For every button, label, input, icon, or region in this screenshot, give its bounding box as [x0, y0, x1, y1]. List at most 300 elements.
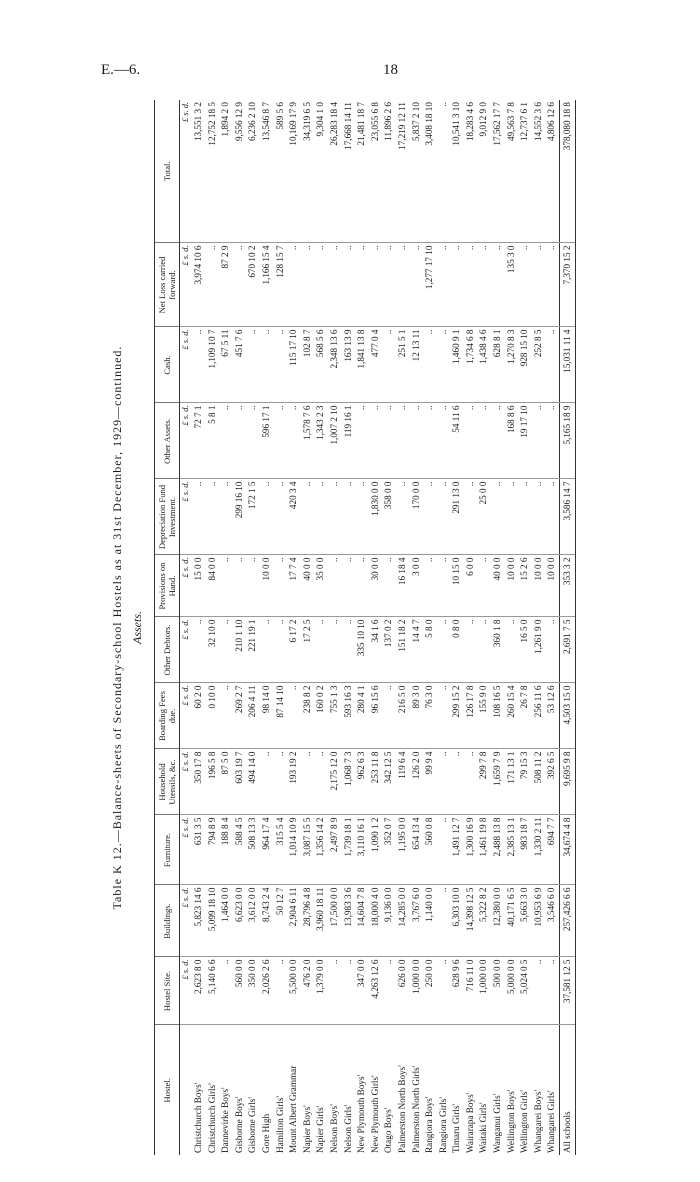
value-cell: 1,739 18 1 — [342, 815, 356, 885]
value-cell: 8,743 2 4 — [260, 885, 274, 957]
value-cell: .. — [437, 957, 451, 1025]
value-cell: .. — [260, 479, 274, 555]
value-cell: 500 0 0 — [491, 957, 505, 1025]
value-cell: .. — [260, 617, 274, 683]
value-cell: 716 11 0 — [464, 957, 478, 1025]
value-cell: .. — [287, 403, 301, 479]
value-cell: 49,563 7 8 — [505, 100, 519, 243]
value-cell: 1,277 17 10 — [423, 243, 437, 327]
value-cell: .. — [477, 243, 491, 327]
table-row — [423, 100, 437, 1155]
value-cell: 9,012 9 0 — [477, 100, 491, 243]
value-cell: .. — [423, 327, 437, 403]
value-cell: 6,303 10 0 — [450, 885, 464, 957]
unit-cell: £ s. d. — [180, 555, 193, 617]
rotated-table-area — [110, 100, 700, 1155]
value-cell: 5,823 14 6 — [192, 885, 206, 957]
value-cell: 256 11 6 — [532, 683, 546, 749]
unit-cell: £ s. d. — [180, 617, 193, 683]
value-cell: .. — [477, 403, 491, 479]
value-cell: .. — [505, 617, 519, 683]
value-cell: 5,663 3 0 — [518, 885, 532, 957]
value-cell: 6,236 2 10 — [246, 100, 260, 243]
column-header: Hostel Site. — [155, 957, 180, 1025]
value-cell: .. — [314, 749, 328, 815]
table-row — [545, 100, 559, 1155]
value-cell: 14,398 12 5 — [464, 885, 478, 957]
value-cell: 1,464 0 0 — [219, 885, 233, 957]
value-cell: .. — [396, 243, 410, 327]
value-cell: 794 8 9 — [206, 815, 220, 885]
value-cell: 2,348 13 6 — [328, 327, 342, 403]
hostel-name-cell: Wellington Boys' — [505, 1089, 516, 1153]
value-cell: 1,270 8 3 — [505, 327, 519, 403]
total-value-cell: 7,370 15 2 — [560, 243, 576, 327]
hostel-name-cell: Rangiora Boys' — [424, 1096, 435, 1153]
hostel-name-cell: Waitaki Girls' — [478, 1102, 489, 1153]
value-cell: .. — [518, 243, 532, 327]
value-cell: 476 2 0 — [301, 957, 315, 1025]
value-cell: 10 15 0 — [450, 555, 464, 617]
value-cell: 10,953 6 9 — [532, 885, 546, 957]
value-cell: 352 0 7 — [382, 815, 396, 885]
value-cell: 1,491 12 7 — [450, 815, 464, 885]
value-cell: 420 3 4 — [287, 479, 301, 555]
value-cell: 5,099 18 10 — [206, 885, 220, 957]
value-cell: 14 4 7 — [410, 617, 424, 683]
value-cell: 299 15 2 — [450, 683, 464, 749]
value-cell: 5 8 0 — [423, 617, 437, 683]
total-value-cell: 2,691 7 5 — [560, 617, 576, 683]
value-cell: .. — [192, 479, 206, 555]
value-cell: 928 15 10 — [518, 327, 532, 403]
value-cell: 216 5 0 — [396, 683, 410, 749]
column-header: Hostel. — [155, 1025, 180, 1155]
value-cell: 3,087 15 5 — [301, 815, 315, 885]
value-cell: 115 17 10 — [287, 327, 301, 403]
value-cell: 603 19 7 — [233, 749, 247, 815]
value-cell: 17 7 4 — [287, 555, 301, 617]
value-cell: 299 16 10 — [233, 479, 247, 555]
value-cell: .. — [233, 555, 247, 617]
table-row — [342, 100, 356, 1155]
value-cell: .. — [192, 617, 206, 683]
hostel-name-cell: Palmerston North Girls' — [410, 1065, 421, 1153]
value-cell: 13,546 8 7 — [260, 100, 274, 243]
table-row — [314, 100, 328, 1155]
value-cell: 98 14 0 — [260, 683, 274, 749]
value-cell: 2,623 8 0 — [192, 957, 206, 1025]
hostel-name-cell: Wellington Girls' — [519, 1090, 530, 1153]
hostel-name-cell: Whangarei Girls' — [546, 1090, 557, 1153]
value-cell: .. — [437, 555, 451, 617]
value-cell: 5,322 8 2 — [477, 885, 491, 957]
value-cell: 5,837 2 10 — [410, 100, 424, 243]
table-header — [155, 100, 180, 1155]
value-cell: 163 13 9 — [342, 327, 356, 403]
value-cell: 137 0 2 — [382, 617, 396, 683]
unit-cell: £ s. d. — [180, 749, 193, 815]
value-cell: .. — [219, 617, 233, 683]
value-cell: 670 10 2 — [246, 243, 260, 327]
value-cell: 0 8 0 — [450, 617, 464, 683]
value-cell: 168 8 6 — [505, 403, 519, 479]
column-header: Cash. — [155, 327, 180, 403]
value-cell: 5 8 1 — [206, 403, 220, 479]
value-cell: 32 10 0 — [206, 617, 220, 683]
value-cell: 1,300 16 9 — [464, 815, 478, 885]
value-cell: 6 0 0 — [464, 555, 478, 617]
table-row — [274, 100, 288, 1155]
value-cell: 494 14 0 — [246, 749, 260, 815]
value-cell: 628 9 6 — [450, 957, 464, 1025]
column-header: Buildings. — [155, 885, 180, 957]
total-value-cell: 4,503 15 0 — [560, 683, 576, 749]
column-header: Household Utensils, &c. — [155, 749, 180, 815]
value-cell: 10,541 3 10 — [450, 100, 464, 243]
value-cell: 193 19 2 — [287, 749, 301, 815]
hostel-name-cell: Nelson Boys' — [328, 1104, 339, 1153]
value-cell: 593 16 3 — [342, 683, 356, 749]
value-cell: .. — [260, 327, 274, 403]
value-cell: 119 16 1 — [342, 403, 356, 479]
value-cell: .. — [423, 555, 437, 617]
value-cell: 126 17 8 — [464, 683, 478, 749]
table-row — [301, 100, 315, 1155]
value-cell: 6 17 2 — [287, 617, 301, 683]
value-cell: 1,014 10 9 — [287, 815, 301, 885]
value-cell: .. — [301, 243, 315, 327]
value-cell: 151 18 2 — [396, 617, 410, 683]
value-cell: .. — [491, 243, 505, 327]
value-cell: .. — [301, 479, 315, 555]
value-cell: 79 15 3 — [518, 749, 532, 815]
value-cell: .. — [328, 243, 342, 327]
value-cell: .. — [219, 555, 233, 617]
hostel-name-cell: Christchurch Girls' — [206, 1083, 217, 1153]
value-cell: .. — [477, 617, 491, 683]
value-cell: 50 12 7 — [274, 885, 288, 957]
value-cell: 76 3 0 — [423, 683, 437, 749]
value-cell: 1,109 10 7 — [206, 327, 220, 403]
value-cell: 1,734 6 8 — [464, 327, 478, 403]
value-cell: 14,552 3 6 — [532, 100, 546, 243]
value-cell: .. — [314, 243, 328, 327]
value-cell: 2,385 13 1 — [505, 815, 519, 885]
value-cell: .. — [382, 327, 396, 403]
value-cell: .. — [450, 243, 464, 327]
value-cell: 40,171 6 5 — [505, 885, 519, 957]
value-cell: .. — [382, 555, 396, 617]
value-cell: 89 3 0 — [410, 683, 424, 749]
value-cell: 1,007 2 10 — [328, 403, 342, 479]
value-cell: 155 9 0 — [477, 683, 491, 749]
table-row — [355, 100, 369, 1155]
value-cell: .. — [545, 957, 559, 1025]
value-cell: 3,974 10 6 — [192, 243, 206, 327]
value-cell: 269 2 7 — [233, 683, 247, 749]
value-cell: .. — [246, 555, 260, 617]
hostel-name-cell: Hamilton Girls' — [274, 1095, 285, 1153]
unit-cell: £ s. d. — [180, 683, 193, 749]
value-cell: 40 0 0 — [491, 555, 505, 617]
column-header: Furniture. — [155, 815, 180, 885]
value-cell: .. — [314, 479, 328, 555]
value-cell: .. — [437, 479, 451, 555]
value-cell: 1,330 2 11 — [532, 815, 546, 885]
value-cell: 10 0 0 — [505, 555, 519, 617]
value-cell: .. — [518, 479, 532, 555]
value-cell: 4,806 12 6 — [545, 100, 559, 243]
value-cell: 25 0 0 — [477, 479, 491, 555]
unit-cell: £ s. d. — [180, 403, 193, 479]
value-cell: 40 0 0 — [301, 555, 315, 617]
value-cell: 4,263 12 6 — [369, 957, 383, 1025]
value-cell: 694 7 7 — [545, 815, 559, 885]
value-cell: .. — [423, 403, 437, 479]
value-cell: 28,796 4 8 — [301, 885, 315, 957]
value-cell: .. — [206, 479, 220, 555]
value-cell: 3,408 18 10 — [423, 100, 437, 243]
value-cell: .. — [491, 403, 505, 479]
value-cell: 30 0 0 — [369, 555, 383, 617]
value-cell: 87 14 10 — [274, 683, 288, 749]
page-label: E.—6. — [101, 62, 141, 78]
hostel-name-cell: Nelson Girls' — [342, 1104, 353, 1153]
value-cell: 3,960 18 11 — [314, 885, 328, 957]
value-cell: 35 0 0 — [314, 555, 328, 617]
value-cell: 54 11 6 — [450, 403, 464, 479]
value-cell: 19 17 10 — [518, 403, 532, 479]
value-cell: 9,136 0 0 — [382, 885, 396, 957]
value-cell: 1,261 9 0 — [532, 617, 546, 683]
value-cell: .. — [355, 243, 369, 327]
value-cell: 128 15 7 — [274, 243, 288, 327]
value-cell: 206 4 11 — [246, 683, 260, 749]
value-cell: 11,896 2 6 — [382, 100, 396, 243]
value-cell: .. — [464, 749, 478, 815]
value-cell: 10 0 0 — [532, 555, 546, 617]
value-cell: .. — [437, 100, 451, 243]
value-cell: .. — [328, 479, 342, 555]
total-value-cell: 15,031 11 4 — [560, 327, 576, 403]
value-cell: 119 6 4 — [396, 749, 410, 815]
value-cell: 10 0 0 — [260, 555, 274, 617]
value-cell: 250 0 0 — [423, 957, 437, 1025]
value-cell: .. — [437, 885, 451, 957]
value-cell: 17,668 14 11 — [342, 100, 356, 243]
table-row — [437, 100, 451, 1155]
value-cell: .. — [287, 243, 301, 327]
value-cell: 358 0 0 — [382, 479, 396, 555]
value-cell: .. — [342, 555, 356, 617]
value-cell: 350 0 0 — [246, 957, 260, 1025]
value-cell: .. — [328, 555, 342, 617]
table-subtitle: Assets. — [130, 611, 144, 644]
value-cell: .. — [491, 479, 505, 555]
value-cell: 0 10 0 — [206, 683, 220, 749]
value-cell: .. — [437, 243, 451, 327]
value-cell: .. — [423, 479, 437, 555]
value-cell: 188 8 4 — [219, 815, 233, 885]
hostel-name-cell: Wairarapa Boys' — [464, 1092, 475, 1153]
value-cell: 238 8 2 — [301, 683, 315, 749]
value-cell: 9,304 1 0 — [314, 100, 328, 243]
table-row — [464, 100, 478, 1155]
table-row — [233, 100, 247, 1155]
value-cell: 335 10 10 — [355, 617, 369, 683]
value-cell: 15 0 0 — [192, 555, 206, 617]
table-row — [410, 100, 424, 1155]
value-cell: 108 16 5 — [491, 683, 505, 749]
value-cell: 350 17 8 — [192, 749, 206, 815]
table-row — [518, 100, 532, 1155]
value-cell: 964 17 4 — [260, 815, 274, 885]
value-cell: 18,283 4 6 — [464, 100, 478, 243]
hostel-name-cell: Gore High — [260, 1113, 271, 1153]
value-cell: .. — [328, 957, 342, 1025]
value-cell: 17,500 0 0 — [328, 885, 342, 957]
value-cell: .. — [233, 403, 247, 479]
value-cell: 12,737 6 1 — [518, 100, 532, 243]
hostel-name-cell: Whangarei Boys' — [532, 1089, 543, 1153]
value-cell: 280 4 1 — [355, 683, 369, 749]
value-cell: .. — [545, 243, 559, 327]
hostel-name-cell: Palmerston North Boys' — [396, 1065, 407, 1153]
value-cell: .. — [437, 403, 451, 479]
value-cell: 1,343 2 3 — [314, 403, 328, 479]
value-cell: .. — [342, 479, 356, 555]
value-cell: 172 1 5 — [246, 479, 260, 555]
value-cell: 2,488 13 8 — [491, 815, 505, 885]
value-cell: 568 5 6 — [314, 327, 328, 403]
value-cell: .. — [314, 617, 328, 683]
table-row — [219, 100, 233, 1155]
table-row — [382, 100, 396, 1155]
value-cell: 347 0 0 — [355, 957, 369, 1025]
unit-cell — [180, 1025, 193, 1155]
value-cell: 3,612 0 0 — [246, 885, 260, 957]
table-row — [369, 100, 383, 1155]
value-cell: .. — [532, 243, 546, 327]
value-cell: 631 3 5 — [192, 815, 206, 885]
unit-cell: £ s. d. — [180, 479, 193, 555]
value-cell: 21,481 18 7 — [355, 100, 369, 243]
value-cell: .. — [219, 403, 233, 479]
value-cell: 72 7 1 — [192, 403, 206, 479]
value-cell: 1,068 7 3 — [342, 749, 356, 815]
value-cell: .. — [382, 683, 396, 749]
value-cell: .. — [355, 403, 369, 479]
table-body — [180, 100, 576, 1155]
value-cell: .. — [274, 479, 288, 555]
value-cell: 477 0 4 — [369, 327, 383, 403]
value-cell: .. — [274, 957, 288, 1025]
value-cell: .. — [342, 617, 356, 683]
value-cell: .. — [477, 555, 491, 617]
value-cell: .. — [246, 403, 260, 479]
column-header-row — [155, 100, 180, 1155]
total-value-cell: 34,674 4 8 — [560, 815, 576, 885]
value-cell: 26 7 8 — [518, 683, 532, 749]
value-cell: 588 4 5 — [233, 815, 247, 885]
table-row — [206, 100, 220, 1155]
column-header: Boarding Fees due. — [155, 683, 180, 749]
value-cell: .. — [464, 403, 478, 479]
value-cell: 13,551 3 2 — [192, 100, 206, 243]
value-cell: .. — [382, 957, 396, 1025]
total-value-cell: 257,426 6 6 — [560, 885, 576, 957]
value-cell: 23,055 6 8 — [369, 100, 383, 243]
value-cell: 1,460 9 1 — [450, 327, 464, 403]
hostel-name-cell: New Plymouth Girls' — [369, 1075, 380, 1153]
hostel-name-cell: Wanganui Girls' — [492, 1093, 503, 1153]
value-cell: .. — [396, 403, 410, 479]
value-cell: 1,000 0 0 — [410, 957, 424, 1025]
column-header: Net Loss carried forward. — [155, 243, 180, 327]
value-cell: 126 2 0 — [410, 749, 424, 815]
value-cell: .. — [274, 403, 288, 479]
value-cell: .. — [464, 243, 478, 327]
value-cell: 221 19 1 — [246, 617, 260, 683]
value-cell: 1,894 2 0 — [219, 100, 233, 243]
value-cell: 626 0 0 — [396, 957, 410, 1025]
units-row — [180, 100, 193, 1155]
value-cell: 14,285 0 0 — [396, 885, 410, 957]
table-row — [477, 100, 491, 1155]
value-cell: 196 5 8 — [206, 749, 220, 815]
value-cell: .. — [437, 749, 451, 815]
value-cell: .. — [545, 617, 559, 683]
value-cell: 12,380 0 0 — [491, 885, 505, 957]
unit-cell: £ s. d. — [180, 243, 193, 327]
table-row — [396, 100, 410, 1155]
column-header: Other Assets. — [155, 403, 180, 479]
value-cell: .. — [342, 243, 356, 327]
value-cell: 99 9 4 — [423, 749, 437, 815]
value-cell: 15 2 6 — [518, 555, 532, 617]
value-cell: 17,562 17 7 — [491, 100, 505, 243]
value-cell: 34,319 6 5 — [301, 100, 315, 243]
value-cell: .. — [464, 617, 478, 683]
value-cell: 84 0 0 — [206, 555, 220, 617]
value-cell: 560 0 0 — [233, 957, 247, 1025]
value-cell: 628 8 1 — [491, 327, 505, 403]
value-cell: 3,767 6 0 — [410, 885, 424, 957]
value-cell: 451 7 6 — [233, 327, 247, 403]
page-number: 18 — [383, 62, 398, 78]
value-cell: 2,175 12 0 — [328, 749, 342, 815]
total-value-cell: 378,080 18 8 — [560, 100, 576, 243]
value-cell: .. — [206, 243, 220, 327]
value-cell: .. — [396, 479, 410, 555]
value-cell: .. — [287, 683, 301, 749]
value-cell: 596 17 1 — [260, 403, 274, 479]
total-value-cell: 37,581 12 5 — [560, 957, 576, 1025]
value-cell: .. — [437, 327, 451, 403]
value-cell: 67 5 11 — [219, 327, 233, 403]
value-cell: .. — [532, 479, 546, 555]
value-cell: .. — [301, 749, 315, 815]
value-cell: .. — [464, 479, 478, 555]
value-cell: .. — [233, 243, 247, 327]
value-cell: 1,356 14 2 — [314, 815, 328, 885]
value-cell: 13,983 3 6 — [342, 885, 356, 957]
value-cell: 5,024 0 5 — [518, 957, 532, 1025]
table-row — [505, 100, 519, 1155]
value-cell: 508 11 2 — [532, 749, 546, 815]
value-cell: 1,090 1 2 — [369, 815, 383, 885]
